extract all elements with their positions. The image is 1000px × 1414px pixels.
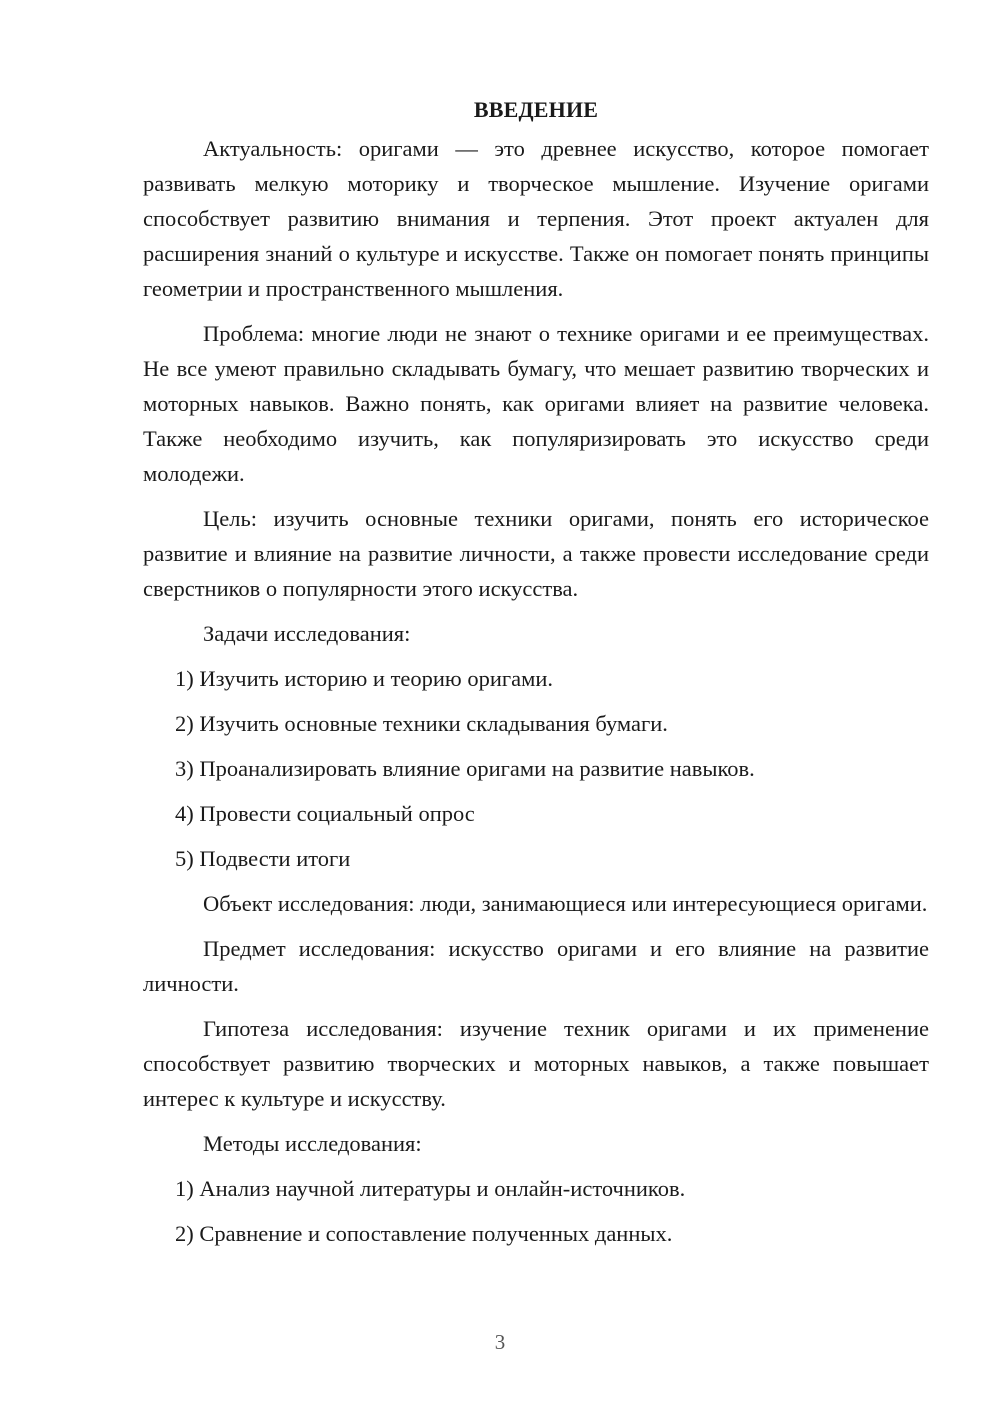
page-number: 3: [494, 1330, 506, 1354]
list-item: 2) Изучить основные техники складывания бумаги.: [175, 711, 668, 736]
methods-header: Методы исследования:: [203, 1131, 422, 1156]
paragraph-problem: Проблема: многие люди не знают о технике оригами и ее преимуществах. Не все умеют правильно складывать бумагу, что мешает развитию творческих и моторных навыков. Важно понять, как оригами влияет на развитие человека. Также необходимо изучить, как популяризировать это искусство среди молодежи.: [143, 321, 929, 486]
list-item: 1) Изучить историю и теорию оригами.: [175, 666, 554, 691]
tasks-header: Задачи исследования:: [203, 621, 411, 646]
section-title: ВВЕДЕНИЕ: [473, 97, 599, 122]
paragraph-goal: Цель: изучить основные техники оригами, понять его историческое развитие и влияние на развитие личности, а также провести исследование среди сверстников о популярности этого искусства.: [143, 506, 929, 601]
list-item: 4) Провести социальный опрос: [175, 801, 475, 826]
list-item: 5) Подвести итоги: [175, 846, 351, 871]
document-page: [143, 92, 929, 1261]
tasks-list: [143, 661, 929, 876]
list-item: 3) Проанализировать влияние оригами на развитие навыков.: [175, 756, 755, 781]
methods-list: [143, 1171, 929, 1251]
paragraph-object: Объект исследования: люди, занимающиеся или интересующиеся оригами.: [203, 891, 928, 916]
paragraph-hypothesis: Гипотеза исследования: изучение техник оригами и их применение способствует развитию творческих и моторных навыков, а также повышает интерес к культуре и искусству.: [143, 1016, 929, 1111]
list-item: 1) Анализ научной литературы и онлайн-источников.: [175, 1176, 686, 1201]
paragraph-relevance: Актуальность: оригами — это древнее искусство, которое помогает развивать мелкую моторику и творческое мышление. Изучение оригами способствует развитию внимания и терпения. Этот проект актуален для расширения знаний о культуре и искусстве. Также он помогает понять принципы геометрии и пространственного мышления.: [143, 136, 929, 301]
paragraph-subject: Предмет исследования: искусство оригами и его влияние на развитие личности.: [143, 936, 929, 996]
list-item: 2) Сравнение и сопоставление полученных данных.: [175, 1221, 673, 1246]
